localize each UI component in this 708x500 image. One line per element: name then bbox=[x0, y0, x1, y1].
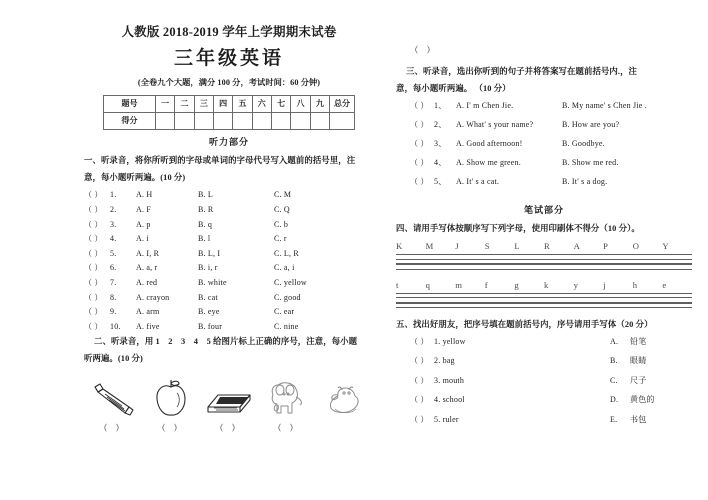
option-a[interactable]: A. crayon bbox=[136, 292, 170, 302]
letter-uppercase: O bbox=[632, 241, 640, 252]
option-a[interactable]: A. Good afternoon! bbox=[456, 139, 523, 149]
option-a[interactable]: A. H bbox=[136, 190, 153, 200]
letter-lowercase: j bbox=[603, 279, 606, 290]
stave-line-baseline bbox=[396, 263, 692, 265]
option-b[interactable]: B. i, r bbox=[198, 263, 218, 273]
match-word: ruler bbox=[442, 414, 459, 424]
option-b[interactable]: B. How are you? bbox=[562, 120, 620, 130]
letter-uppercase: J bbox=[455, 241, 459, 252]
score-table-col-4: 四 bbox=[213, 96, 232, 113]
score-cell-5[interactable] bbox=[233, 113, 252, 130]
option-b[interactable]: B. white bbox=[198, 277, 227, 287]
letter-uppercase: S bbox=[484, 241, 490, 252]
answer-paren[interactable]: （ ） bbox=[410, 120, 429, 130]
section1-prompt-line1: 一、听录音，将你所听到的字母或单词的字母代号写入题前的括号里，注 bbox=[84, 156, 356, 165]
letter-uppercase: M bbox=[425, 241, 434, 252]
match-option-text[interactable]: 铅笔 bbox=[630, 336, 647, 346]
option-b[interactable]: B. My name' s Chen Jie . bbox=[562, 101, 647, 111]
stave-line-baseline bbox=[396, 302, 692, 304]
list-item[interactable] bbox=[84, 204, 374, 219]
score-table-col-8: 八 bbox=[291, 96, 310, 113]
answer-paren[interactable]: （ ） bbox=[84, 234, 103, 244]
question-number: 8. bbox=[110, 292, 117, 302]
right-column bbox=[396, 44, 692, 433]
answer-paren[interactable]: （ ） bbox=[84, 277, 103, 287]
question-number: 1. bbox=[110, 190, 117, 200]
option-a[interactable]: A. p bbox=[136, 219, 151, 229]
score-cell-2[interactable] bbox=[175, 113, 194, 130]
page-title: 人教版 2018-2019 学年上学期期末试卷 bbox=[121, 25, 337, 39]
option-a[interactable]: A. F bbox=[136, 205, 152, 214]
match-left-item[interactable] bbox=[434, 415, 610, 424]
answer-paren[interactable]: （ ） bbox=[410, 356, 429, 366]
list-item[interactable] bbox=[84, 306, 374, 321]
match-option-text[interactable]: 黄色的 bbox=[630, 395, 655, 405]
score-cell-total[interactable] bbox=[330, 113, 355, 130]
question-number: 10. bbox=[110, 321, 121, 331]
question-number: 5. bbox=[434, 414, 441, 424]
list-item[interactable] bbox=[396, 394, 692, 414]
option-b[interactable]: B. L, I bbox=[198, 248, 221, 258]
apple-icon bbox=[142, 373, 200, 419]
option-c[interactable]: C. r bbox=[274, 234, 287, 244]
question-number: 9. bbox=[110, 307, 117, 317]
section3-choice-list bbox=[396, 100, 692, 195]
option-c[interactable]: C. good bbox=[274, 292, 301, 302]
answer-paren[interactable]: （ ） bbox=[410, 414, 429, 424]
answer-paren[interactable]: （ ） bbox=[157, 423, 185, 433]
score-table-col-7: 七 bbox=[271, 96, 290, 113]
question-number: 3. bbox=[434, 375, 441, 385]
match-option-text[interactable]: 尺子 bbox=[630, 375, 647, 385]
section2-prompt-line2: 听两遍。(10 分) bbox=[84, 354, 143, 364]
question-number: 4. bbox=[434, 395, 441, 405]
answer-paren[interactable]: （ ） bbox=[215, 423, 243, 433]
section2-answer-paren-row bbox=[84, 422, 374, 434]
section3-prompt-line1: 三、听录音，选出你听到的句子并将答案写在题前括号内.，注 bbox=[406, 67, 638, 76]
score-table-rowhead-score: 得分 bbox=[104, 113, 156, 130]
section4-lowercase-letters bbox=[396, 280, 692, 290]
letter-lowercase: q bbox=[425, 279, 431, 290]
table-row-question-numbers bbox=[104, 96, 355, 113]
option-b[interactable]: B. It' s a dog. bbox=[562, 177, 608, 187]
option-b[interactable]: B. q bbox=[198, 219, 213, 229]
option-a[interactable]: A. I, R bbox=[136, 248, 160, 258]
list-item[interactable] bbox=[84, 321, 374, 336]
stave-line bbox=[396, 259, 692, 260]
score-table-rowhead-question: 题号 bbox=[104, 96, 156, 113]
answer-paren[interactable]: （ ） bbox=[410, 177, 429, 187]
answer-paren-carried[interactable]: （ ） bbox=[410, 46, 438, 55]
table-row-scores bbox=[104, 113, 355, 130]
duck-icon bbox=[316, 373, 374, 419]
score-table-col-1: 一 bbox=[156, 96, 175, 113]
section1-choice-list bbox=[84, 189, 374, 335]
question-number: 2. bbox=[110, 205, 117, 214]
score-cell-1[interactable] bbox=[156, 113, 175, 130]
option-c[interactable]: C. b bbox=[274, 219, 289, 229]
match-option-label: E. bbox=[610, 414, 618, 424]
match-left-item[interactable] bbox=[434, 337, 610, 346]
match-word: mouth bbox=[442, 375, 465, 385]
list-item[interactable] bbox=[84, 277, 374, 292]
pen-icon bbox=[84, 373, 142, 419]
question-number: 1、 bbox=[434, 101, 447, 111]
stave-line bbox=[396, 269, 692, 270]
section2-prompt-line1: 二、听录音，用 1 2 3 4 5 给图片标上正确的序号，注意，每小题 bbox=[94, 337, 358, 347]
letter-uppercase: R bbox=[543, 241, 551, 252]
match-word: school bbox=[442, 395, 465, 405]
match-option-label: D. bbox=[610, 395, 619, 405]
question-number: 4. bbox=[110, 234, 117, 244]
answer-paren[interactable]: （ ） bbox=[84, 190, 103, 200]
option-b[interactable]: B. eye bbox=[198, 307, 220, 317]
match-option-label: B. bbox=[610, 356, 618, 366]
question-number: 2、 bbox=[434, 120, 447, 130]
option-b[interactable]: B. cat bbox=[198, 292, 218, 302]
stave-line bbox=[396, 297, 692, 298]
exam-info-line: (全卷九个大题，满分 100 分，考试时间：60 分钟) bbox=[137, 78, 321, 87]
option-b[interactable]: B. four bbox=[198, 321, 223, 331]
option-a[interactable]: A. What' s your name? bbox=[456, 120, 534, 130]
list-item[interactable] bbox=[396, 176, 692, 195]
score-cell-6[interactable] bbox=[252, 113, 271, 130]
list-item[interactable] bbox=[84, 189, 374, 204]
score-table-col-5: 五 bbox=[233, 96, 252, 113]
letter-uppercase: K bbox=[396, 241, 403, 252]
score-table-col-6: 六 bbox=[252, 96, 271, 113]
score-table-col-9: 九 bbox=[310, 96, 329, 113]
list-item[interactable] bbox=[84, 292, 374, 307]
option-a[interactable]: A. i bbox=[136, 234, 149, 244]
match-left-item[interactable] bbox=[434, 395, 610, 404]
option-a[interactable]: A. a, r bbox=[136, 263, 158, 273]
list-item[interactable] bbox=[396, 355, 692, 375]
list-item[interactable] bbox=[396, 100, 692, 119]
section3-prompt-line2: 意，每小题听两遍。 （10 分） bbox=[396, 83, 511, 93]
answer-paren[interactable]: （ ） bbox=[84, 263, 103, 273]
letter-uppercase: A bbox=[573, 241, 581, 252]
match-option-text[interactable]: 书包 bbox=[630, 414, 647, 424]
option-c[interactable]: C. M bbox=[274, 190, 292, 200]
question-number: 3、 bbox=[434, 139, 447, 149]
option-b[interactable]: B. L bbox=[198, 190, 214, 200]
pencil-box-icon bbox=[200, 373, 258, 419]
option-a[interactable]: A. It' s a cat. bbox=[456, 177, 500, 187]
option-b[interactable]: B. R bbox=[198, 205, 214, 214]
option-b[interactable]: B. Show me red. bbox=[562, 158, 619, 168]
question-number: 1. bbox=[434, 336, 441, 346]
elephant-icon bbox=[258, 373, 316, 419]
answer-paren[interactable]: （ ） bbox=[84, 292, 103, 302]
answer-paren[interactable]: （ ） bbox=[84, 219, 103, 229]
question-number: 5. bbox=[110, 248, 117, 258]
answer-paren[interactable]: （ ） bbox=[273, 423, 301, 433]
match-left-item[interactable] bbox=[434, 356, 610, 365]
left-column bbox=[84, 22, 374, 434]
option-a[interactable]: A. arm bbox=[136, 307, 160, 317]
score-cell-7[interactable] bbox=[271, 113, 290, 130]
stave-line bbox=[396, 307, 692, 308]
letter-lowercase: y bbox=[573, 279, 579, 290]
option-c[interactable]: C. ear bbox=[274, 307, 295, 317]
question-number: 4、 bbox=[434, 158, 447, 168]
score-cell-3[interactable] bbox=[194, 113, 213, 130]
score-cell-8[interactable] bbox=[291, 113, 310, 130]
list-item[interactable] bbox=[84, 233, 374, 248]
option-c[interactable]: C. a, i bbox=[274, 263, 295, 273]
section4-prompt: 四、请用手写体按顺序写下列字母，使用印刷体不得分（10 分）。 bbox=[396, 224, 640, 234]
listening-part-banner: 听力部分 bbox=[208, 137, 249, 147]
question-number: 2. bbox=[434, 356, 441, 366]
match-word: bag bbox=[442, 356, 455, 366]
letter-lowercase: g bbox=[514, 279, 519, 290]
section5-matching-list bbox=[396, 336, 692, 434]
score-table-col-total: 总分 bbox=[330, 96, 355, 113]
answer-paren[interactable]: （ ） bbox=[410, 336, 429, 346]
option-a[interactable]: A. Show me green. bbox=[456, 158, 521, 168]
section1-prompt-line2: 意，每小题听两遍。(10 分) bbox=[84, 172, 186, 182]
list-item[interactable] bbox=[396, 336, 692, 356]
answer-paren[interactable]: （ ） bbox=[84, 248, 103, 258]
section5-prompt: 五、找出好朋友，把序号填在题前括号内，序号请用手写体（20 分） bbox=[396, 320, 653, 330]
match-left-item[interactable] bbox=[434, 376, 610, 385]
option-a[interactable]: A. five bbox=[136, 321, 160, 331]
list-item[interactable] bbox=[396, 138, 692, 157]
option-c[interactable]: C. Q bbox=[274, 205, 290, 214]
match-option-label: C. bbox=[610, 375, 618, 385]
letter-lowercase: m bbox=[455, 279, 463, 290]
handwriting-stave-lowercase[interactable] bbox=[396, 293, 692, 309]
list-item[interactable] bbox=[396, 414, 692, 434]
list-item[interactable] bbox=[396, 157, 692, 176]
list-item[interactable] bbox=[84, 248, 374, 263]
letter-lowercase: f bbox=[484, 279, 488, 290]
handwriting-stave-uppercase[interactable] bbox=[396, 254, 692, 270]
answer-paren[interactable]: （ ） bbox=[410, 101, 429, 111]
letter-uppercase: P bbox=[603, 241, 609, 252]
question-number: 5、 bbox=[434, 177, 447, 187]
section2-picture-row bbox=[84, 373, 374, 419]
answer-paren[interactable]: （ ） bbox=[410, 158, 429, 168]
answer-paren[interactable]: （ ） bbox=[84, 321, 103, 331]
option-c[interactable]: C. yellow bbox=[274, 277, 307, 287]
option-a[interactable]: A. red bbox=[136, 277, 158, 287]
score-table-col-2: 二 bbox=[175, 96, 194, 113]
option-b[interactable]: B. l bbox=[198, 234, 211, 244]
question-number: 7. bbox=[110, 277, 117, 287]
answer-paren[interactable]: （ ） bbox=[410, 139, 429, 149]
list-item[interactable] bbox=[396, 375, 692, 395]
score-table bbox=[103, 95, 355, 130]
option-a[interactable]: A. I' m Chen Jie. bbox=[456, 101, 514, 111]
answer-paren[interactable]: （ ） bbox=[84, 307, 103, 317]
written-part-banner: 笔试部分 bbox=[523, 205, 564, 216]
list-item[interactable] bbox=[84, 262, 374, 277]
match-option-text[interactable]: 眼睛 bbox=[630, 356, 647, 366]
option-c[interactable]: C. L, R bbox=[274, 248, 299, 258]
list-item[interactable] bbox=[396, 119, 692, 138]
answer-paren[interactable]: （ ） bbox=[410, 375, 429, 385]
answer-paren[interactable]: （ ） bbox=[99, 423, 127, 433]
stave-line bbox=[396, 254, 692, 255]
option-c[interactable]: C. nine bbox=[274, 321, 299, 331]
letter-lowercase: h bbox=[632, 279, 638, 290]
question-number: 3. bbox=[110, 219, 117, 229]
answer-paren[interactable]: （ ） bbox=[410, 395, 429, 405]
letter-lowercase: k bbox=[543, 279, 549, 290]
letter-uppercase: L bbox=[514, 241, 520, 252]
letter-lowercase: e bbox=[662, 279, 667, 290]
letter-lowercase: t bbox=[396, 279, 399, 290]
score-table-col-3: 三 bbox=[194, 96, 213, 113]
option-b[interactable]: B. Goodbye. bbox=[562, 139, 605, 149]
stave-line bbox=[396, 293, 692, 294]
letter-uppercase: Y bbox=[662, 241, 669, 252]
score-cell-4[interactable] bbox=[213, 113, 232, 130]
match-option-label: A. bbox=[610, 336, 619, 346]
page-subtitle: 三年级英语 bbox=[173, 48, 284, 69]
list-item[interactable] bbox=[84, 219, 374, 234]
score-cell-9[interactable] bbox=[310, 113, 329, 130]
answer-paren[interactable]: （ ） bbox=[84, 205, 103, 214]
section4-uppercase-letters bbox=[396, 241, 692, 251]
match-word: yellow bbox=[442, 336, 466, 346]
question-number: 6. bbox=[110, 263, 117, 273]
